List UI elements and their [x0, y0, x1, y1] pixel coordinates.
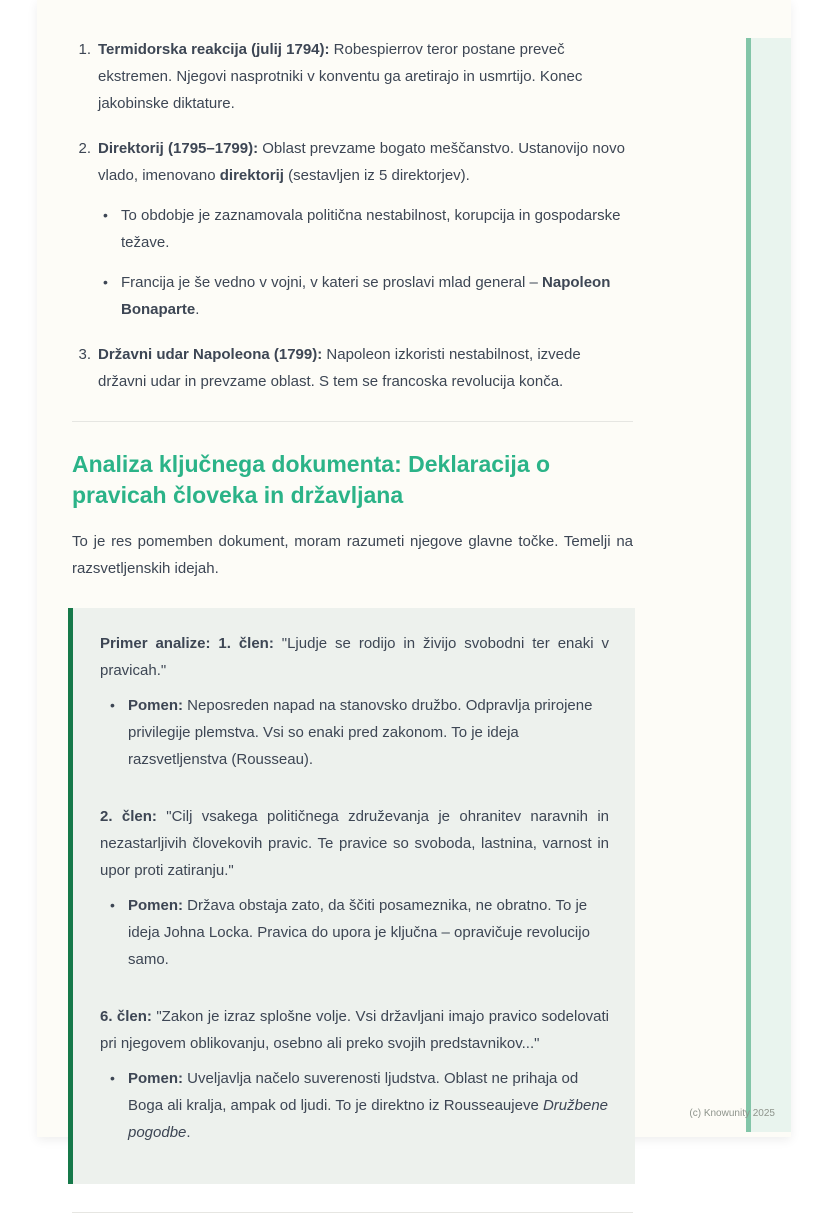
section-divider: [72, 421, 633, 422]
bullet-icon: •: [110, 1070, 115, 1086]
list-item-drzavni-udar: [72, 341, 633, 395]
document-page: [37, 0, 791, 1141]
meaning-bullet: [100, 1065, 609, 1146]
article-text: "Zakon je izraz splošne volje. Vsi državljani imajo pravico sodelovati pri njegovem oblikovanju, osebno ali preko svojih predstavnikov...": [100, 1008, 610, 1052]
list-item-body: (sestavljen iz 5 direktorjev).: [283, 167, 470, 184]
callout-article-2: [100, 803, 609, 973]
article-lead: Primer analize: 1. člen:: [100, 635, 274, 652]
bullet-icon: •: [110, 897, 115, 913]
meaning-body: .: [186, 1124, 191, 1141]
list-number: 1.: [78, 41, 91, 58]
meaning-body: Neposreden napad na stanovsko družbo. Odpravlja prirojene privilegije plemstva. Vsi so enaki pred zakonom. To je ideja razsvetljenstva (Rousseau).: [128, 697, 593, 768]
list-item-direktorij: [72, 135, 633, 323]
article-quote: [100, 803, 609, 884]
article-text: "Ljudje se rodijo in živijo svobodni ter enaki v pravicah.": [100, 635, 609, 679]
callout-article-1: [100, 630, 609, 773]
meaning-bullet: [100, 892, 609, 973]
copyright-footer: (c) Knowunity 2025: [689, 1108, 775, 1119]
article-text: "Cilj vsakega političnega združevanja je ohranitev naravnih in nezastarljivih človekovih pravic. Te pravice so svoboda, lastnina, varnost in upor proti zatiranju.": [100, 808, 610, 879]
list-number: 3.: [78, 346, 91, 363]
list-item-bold-term: direktorij: [219, 167, 284, 184]
sub-bullet-text: To obdobje je zaznamovala politična nestabilnost, korupcija in gospodarske težave.: [121, 207, 621, 251]
article-lead: 2. člen:: [100, 808, 157, 825]
list-item-body: Robespierrov teror postane preveč ekstremen. Njegovi nasprotniki v konventu ga aretirajo in usmrtijo. Konec jakobinske diktature.: [98, 41, 583, 112]
meaning-lead: Pomen:: [128, 697, 184, 714]
list-item-body: Oblast prevzame bogato meščanstvo. Ustanovijo novo vlado, imenovano: [98, 140, 625, 184]
meaning-text: [128, 1065, 609, 1146]
bullet-icon: •: [103, 274, 108, 290]
article-lead: 6. člen:: [100, 1008, 152, 1025]
page-content: [72, 0, 633, 1213]
sub-bullet-bold-term: Napoleon Bonaparte: [121, 274, 611, 318]
meaning-text: [128, 892, 609, 973]
list-item-text: [98, 341, 633, 395]
sub-bullet-item: [98, 202, 633, 256]
bullet-icon: •: [103, 207, 108, 223]
meaning-body: Uveljavlja načelo suverenosti ljudstva. Oblast ne prihaja od Boga ali kralja, ampak od ljudi. To je direktno iz Rousseaujeve: [128, 1070, 579, 1114]
meaning-lead: Pomen:: [128, 1070, 184, 1087]
sub-bullet-body: Francija je še vedno v vojni, v kateri se proslavi mlad general –: [121, 274, 543, 291]
list-number: 2.: [78, 140, 91, 157]
section-heading: Analiza ključnega dokumenta: Deklaracija o pravicah človeka in državljana: [72, 451, 551, 508]
list-item-termidorska-reakcija: [72, 36, 633, 117]
list-item-body: Napoleon izkoristi nestabilnost, izvede državni udar in prevzame oblast. S tem se francoska revolucija konča.: [98, 346, 581, 390]
list-item-lead: Državni udar Napoleona (1799):: [98, 346, 323, 363]
callout-article-6: [100, 1003, 609, 1146]
bullet-icon: •: [110, 697, 115, 713]
list-item-text: [98, 36, 633, 117]
numbered-list: [72, 36, 633, 395]
meaning-italic-title: Družbene pogodbe: [128, 1097, 609, 1141]
article-quote: [100, 630, 609, 684]
list-item-lead: Termidorska reakcija (julij 1794):: [98, 41, 330, 58]
list-item-text: [98, 135, 633, 323]
sub-bullet-text: [121, 269, 633, 323]
meaning-body: Država obstaja zato, da ščiti posameznika, ne obratno. To je ideja Johna Locka. Pravica do upora je ključna – opravičuje revolucijo samo.: [128, 897, 590, 968]
analysis-callout: [68, 608, 635, 1184]
list-item-lead: Direktorij (1795–1799):: [98, 140, 259, 157]
sub-bullet-item: [98, 269, 633, 323]
meaning-lead: Pomen:: [128, 897, 184, 914]
meaning-text: [128, 692, 609, 773]
page-accent-bar: [746, 38, 791, 1132]
sub-bullet-body: .: [195, 301, 200, 318]
intro-paragraph: To je res pomemben dokument, moram razumeti njegove glavne točke. Temelji na razsvetljenskih idejah.: [72, 533, 633, 577]
meaning-bullet: [100, 692, 609, 773]
article-quote: [100, 1003, 609, 1057]
